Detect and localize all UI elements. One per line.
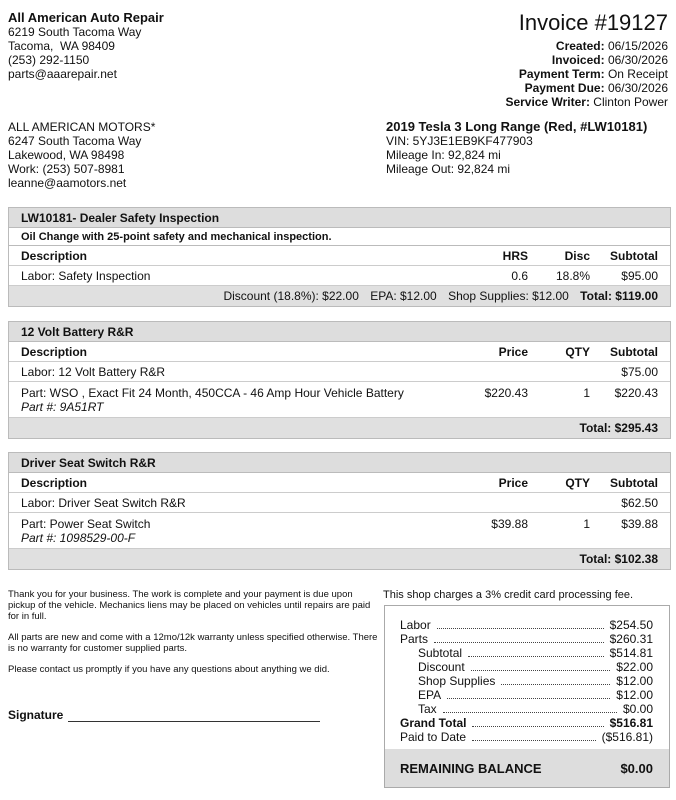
summary-value: $12.00 xyxy=(616,688,653,702)
vehicle-vin: VIN: 5YJ3E1EB9KF477903 xyxy=(386,134,533,148)
payment-due-value: 06/30/2026 xyxy=(607,81,668,95)
column-header-description: Description xyxy=(21,345,88,359)
row-disc: 18.8% xyxy=(555,269,590,283)
dot-leader xyxy=(443,712,617,713)
signature-line[interactable] xyxy=(68,721,320,722)
summary-value: $514.81 xyxy=(609,646,653,660)
vehicle-title: 2019 Tesla 3 Long Range (Red, #LW10181) xyxy=(386,119,648,134)
summary-paid-to-date xyxy=(400,730,653,744)
invoice-title: Invoice #19127 xyxy=(518,10,668,35)
row-subtotal: $75.00 xyxy=(621,365,658,379)
column-header-qty: QTY xyxy=(565,345,590,359)
table-header xyxy=(9,473,670,493)
customer-name: ALL AMERICAN MOTORS* xyxy=(8,120,156,134)
service-writer-row xyxy=(505,95,668,109)
row-subtotal: $95.00 xyxy=(621,269,658,283)
table-row xyxy=(9,513,670,549)
customer-email: leanne@aamotors.net xyxy=(8,176,127,190)
part-number: Part #: 9A51RT xyxy=(21,400,104,414)
created-value: 06/15/2026 xyxy=(607,39,668,53)
table-header xyxy=(9,246,670,266)
summary-label: Subtotal xyxy=(418,646,463,660)
summary-parts xyxy=(400,632,653,646)
dot-leader xyxy=(437,628,604,629)
dot-leader xyxy=(471,670,611,671)
remaining-balance-bar xyxy=(385,749,669,787)
part-number: Part #: 1098529-00-F xyxy=(21,531,136,545)
totals-summary xyxy=(384,605,670,788)
job-discount: Discount (18.8%): $22.00 xyxy=(223,289,359,303)
job-total: Total: $102.38 xyxy=(579,552,658,566)
payment-due-label: Payment Due: xyxy=(524,81,605,95)
summary-label: Shop Supplies xyxy=(418,674,496,688)
service-writer-label: Service Writer: xyxy=(505,95,590,109)
vehicle-mileage-in: Mileage In: 92,824 mi xyxy=(386,148,501,162)
summary-label: EPA xyxy=(418,688,442,702)
vehicle-info xyxy=(386,120,647,176)
table-row xyxy=(9,266,670,286)
job-title: LW10181- Dealer Safety Inspection xyxy=(9,208,670,228)
column-header-qty: QTY xyxy=(565,476,590,490)
summary-label: Paid to Date xyxy=(400,730,467,744)
job-total-row xyxy=(9,286,670,306)
summary-value: $254.50 xyxy=(609,618,653,632)
summary-shop-supplies xyxy=(400,674,653,688)
table-header xyxy=(9,342,670,362)
row-price: $39.88 xyxy=(491,517,528,531)
job-total-row xyxy=(9,549,670,569)
job-title: Driver Seat Switch R&R xyxy=(9,453,670,473)
notes-paragraph-warranty: All parts are new and come with a 12mo/12k warranty unless specified otherwise. There is no warranty for customer supplied parts. xyxy=(8,632,378,654)
row-description-block xyxy=(21,386,448,414)
summary-label: Discount xyxy=(418,660,465,674)
summary-labor xyxy=(400,618,653,632)
row-price: $220.43 xyxy=(484,386,528,400)
job-title: 12 Volt Battery R&R xyxy=(9,322,670,342)
vehicle-mileage-out: Mileage Out: 92,824 mi xyxy=(386,162,511,176)
dot-leader xyxy=(468,656,604,657)
shop-info xyxy=(8,11,164,81)
job-epa: EPA: $12.00 xyxy=(370,289,437,303)
shop-phone: (253) 292-1150 xyxy=(8,53,90,67)
job-total: Total: $295.43 xyxy=(579,421,658,435)
column-header-subtotal: Subtotal xyxy=(610,476,658,490)
customer-address-line1: 6247 South Tacoma Way xyxy=(8,134,142,148)
column-header-hrs: HRS xyxy=(502,249,528,263)
column-header-disc: Disc xyxy=(564,249,590,263)
shop-address-line2: Tacoma, WA 98409 xyxy=(8,39,115,53)
created-label: Created: xyxy=(555,39,605,53)
table-row xyxy=(9,493,670,513)
invoice-info xyxy=(505,10,668,109)
table-row xyxy=(9,362,670,382)
table-row xyxy=(9,382,670,418)
shop-email: parts@aaarepair.net xyxy=(8,67,117,81)
dot-leader xyxy=(472,740,596,741)
summary-label: Labor xyxy=(400,618,431,632)
job-total: Total: $119.00 xyxy=(580,289,658,303)
column-header-price: Price xyxy=(498,476,528,490)
remaining-balance-value: $0.00 xyxy=(620,760,653,776)
summary-value: $22.00 xyxy=(616,660,653,674)
summary-discount xyxy=(400,660,653,674)
job-section-safety-inspection xyxy=(8,207,671,307)
dot-leader xyxy=(501,684,610,685)
column-header-description: Description xyxy=(21,249,88,263)
payment-term-value: On Receipt xyxy=(607,67,668,81)
invoiced-label: Invoiced: xyxy=(551,53,605,67)
job-note: Oil Change with 25-point safety and mechanical inspection. xyxy=(9,228,670,246)
created-row xyxy=(505,39,668,53)
row-description: Labor: Driver Seat Switch R&R xyxy=(21,496,186,510)
summary-value: $516.81 xyxy=(609,716,653,730)
shop-name: All American Auto Repair xyxy=(8,10,164,25)
notes-paragraph-payment: Thank you for your business. The work is complete and your payment is due upon pickup of the vehicle. Mechanics liens may be placed on vehicles until repairs are paid for in full. xyxy=(8,589,371,622)
payment-due-row xyxy=(505,81,668,95)
summary-label: Grand Total xyxy=(400,716,467,730)
summary-label: Parts xyxy=(400,632,429,646)
row-description: Part: Power Seat Switch xyxy=(21,517,151,531)
dot-leader xyxy=(472,726,603,727)
summary-label: Tax xyxy=(418,702,437,716)
summary-value: $0.00 xyxy=(622,702,653,716)
job-shop-supplies: Shop Supplies: $12.00 xyxy=(448,289,569,303)
row-qty: 1 xyxy=(583,517,590,531)
row-description: Labor: Safety Inspection xyxy=(21,269,151,283)
column-header-price: Price xyxy=(498,345,528,359)
customer-info xyxy=(8,120,155,190)
summary-subtotal xyxy=(400,646,653,660)
column-header-subtotal: Subtotal xyxy=(610,345,658,359)
job-total-row xyxy=(9,418,670,438)
summary-tax xyxy=(400,702,653,716)
summary-grand-total xyxy=(400,716,653,730)
customer-work-phone: Work: (253) 507-8981 xyxy=(8,162,125,176)
customer-address-line2: Lakewood, WA 98498 xyxy=(8,148,125,162)
invoiced-row xyxy=(505,53,668,67)
row-subtotal: $62.50 xyxy=(621,496,658,510)
payment-term-row xyxy=(505,67,668,81)
row-qty: 1 xyxy=(583,386,590,400)
summary-value: ($516.81) xyxy=(601,730,653,744)
row-description-block xyxy=(21,517,448,545)
credit-card-fee-note: This shop charges a 3% credit card processing fee. xyxy=(383,589,634,601)
notes-paragraph-contact: Please contact us promptly if you have any questions about anything we did. xyxy=(8,664,330,675)
row-hrs: 0.6 xyxy=(511,269,528,283)
shop-address-line1: 6219 South Tacoma Way xyxy=(8,25,142,39)
row-description: Part: WSO , Exact Fit 24 Month, 450CCA - 46 Amp Hour Vehicle Battery xyxy=(21,386,404,400)
summary-value: $12.00 xyxy=(616,674,653,688)
job-section-battery xyxy=(8,321,671,439)
payment-term-label: Payment Term: xyxy=(518,67,605,81)
column-header-description: Description xyxy=(21,476,88,490)
service-writer-value: Clinton Power xyxy=(593,95,668,109)
column-header-subtotal: Subtotal xyxy=(610,249,658,263)
summary-value: $260.31 xyxy=(609,632,653,646)
invoice-notes xyxy=(8,589,378,685)
invoiced-value: 06/30/2026 xyxy=(607,53,668,67)
row-description: Labor: 12 Volt Battery R&R xyxy=(21,365,166,379)
dot-leader xyxy=(447,698,610,699)
summary-epa xyxy=(400,688,653,702)
signature-label: Signature xyxy=(8,708,64,722)
dot-leader xyxy=(434,642,604,643)
row-subtotal: $220.43 xyxy=(614,386,658,400)
job-section-seat-switch xyxy=(8,452,671,570)
row-subtotal: $39.88 xyxy=(621,517,658,531)
remaining-balance-label: REMAINING BALANCE xyxy=(400,760,542,776)
